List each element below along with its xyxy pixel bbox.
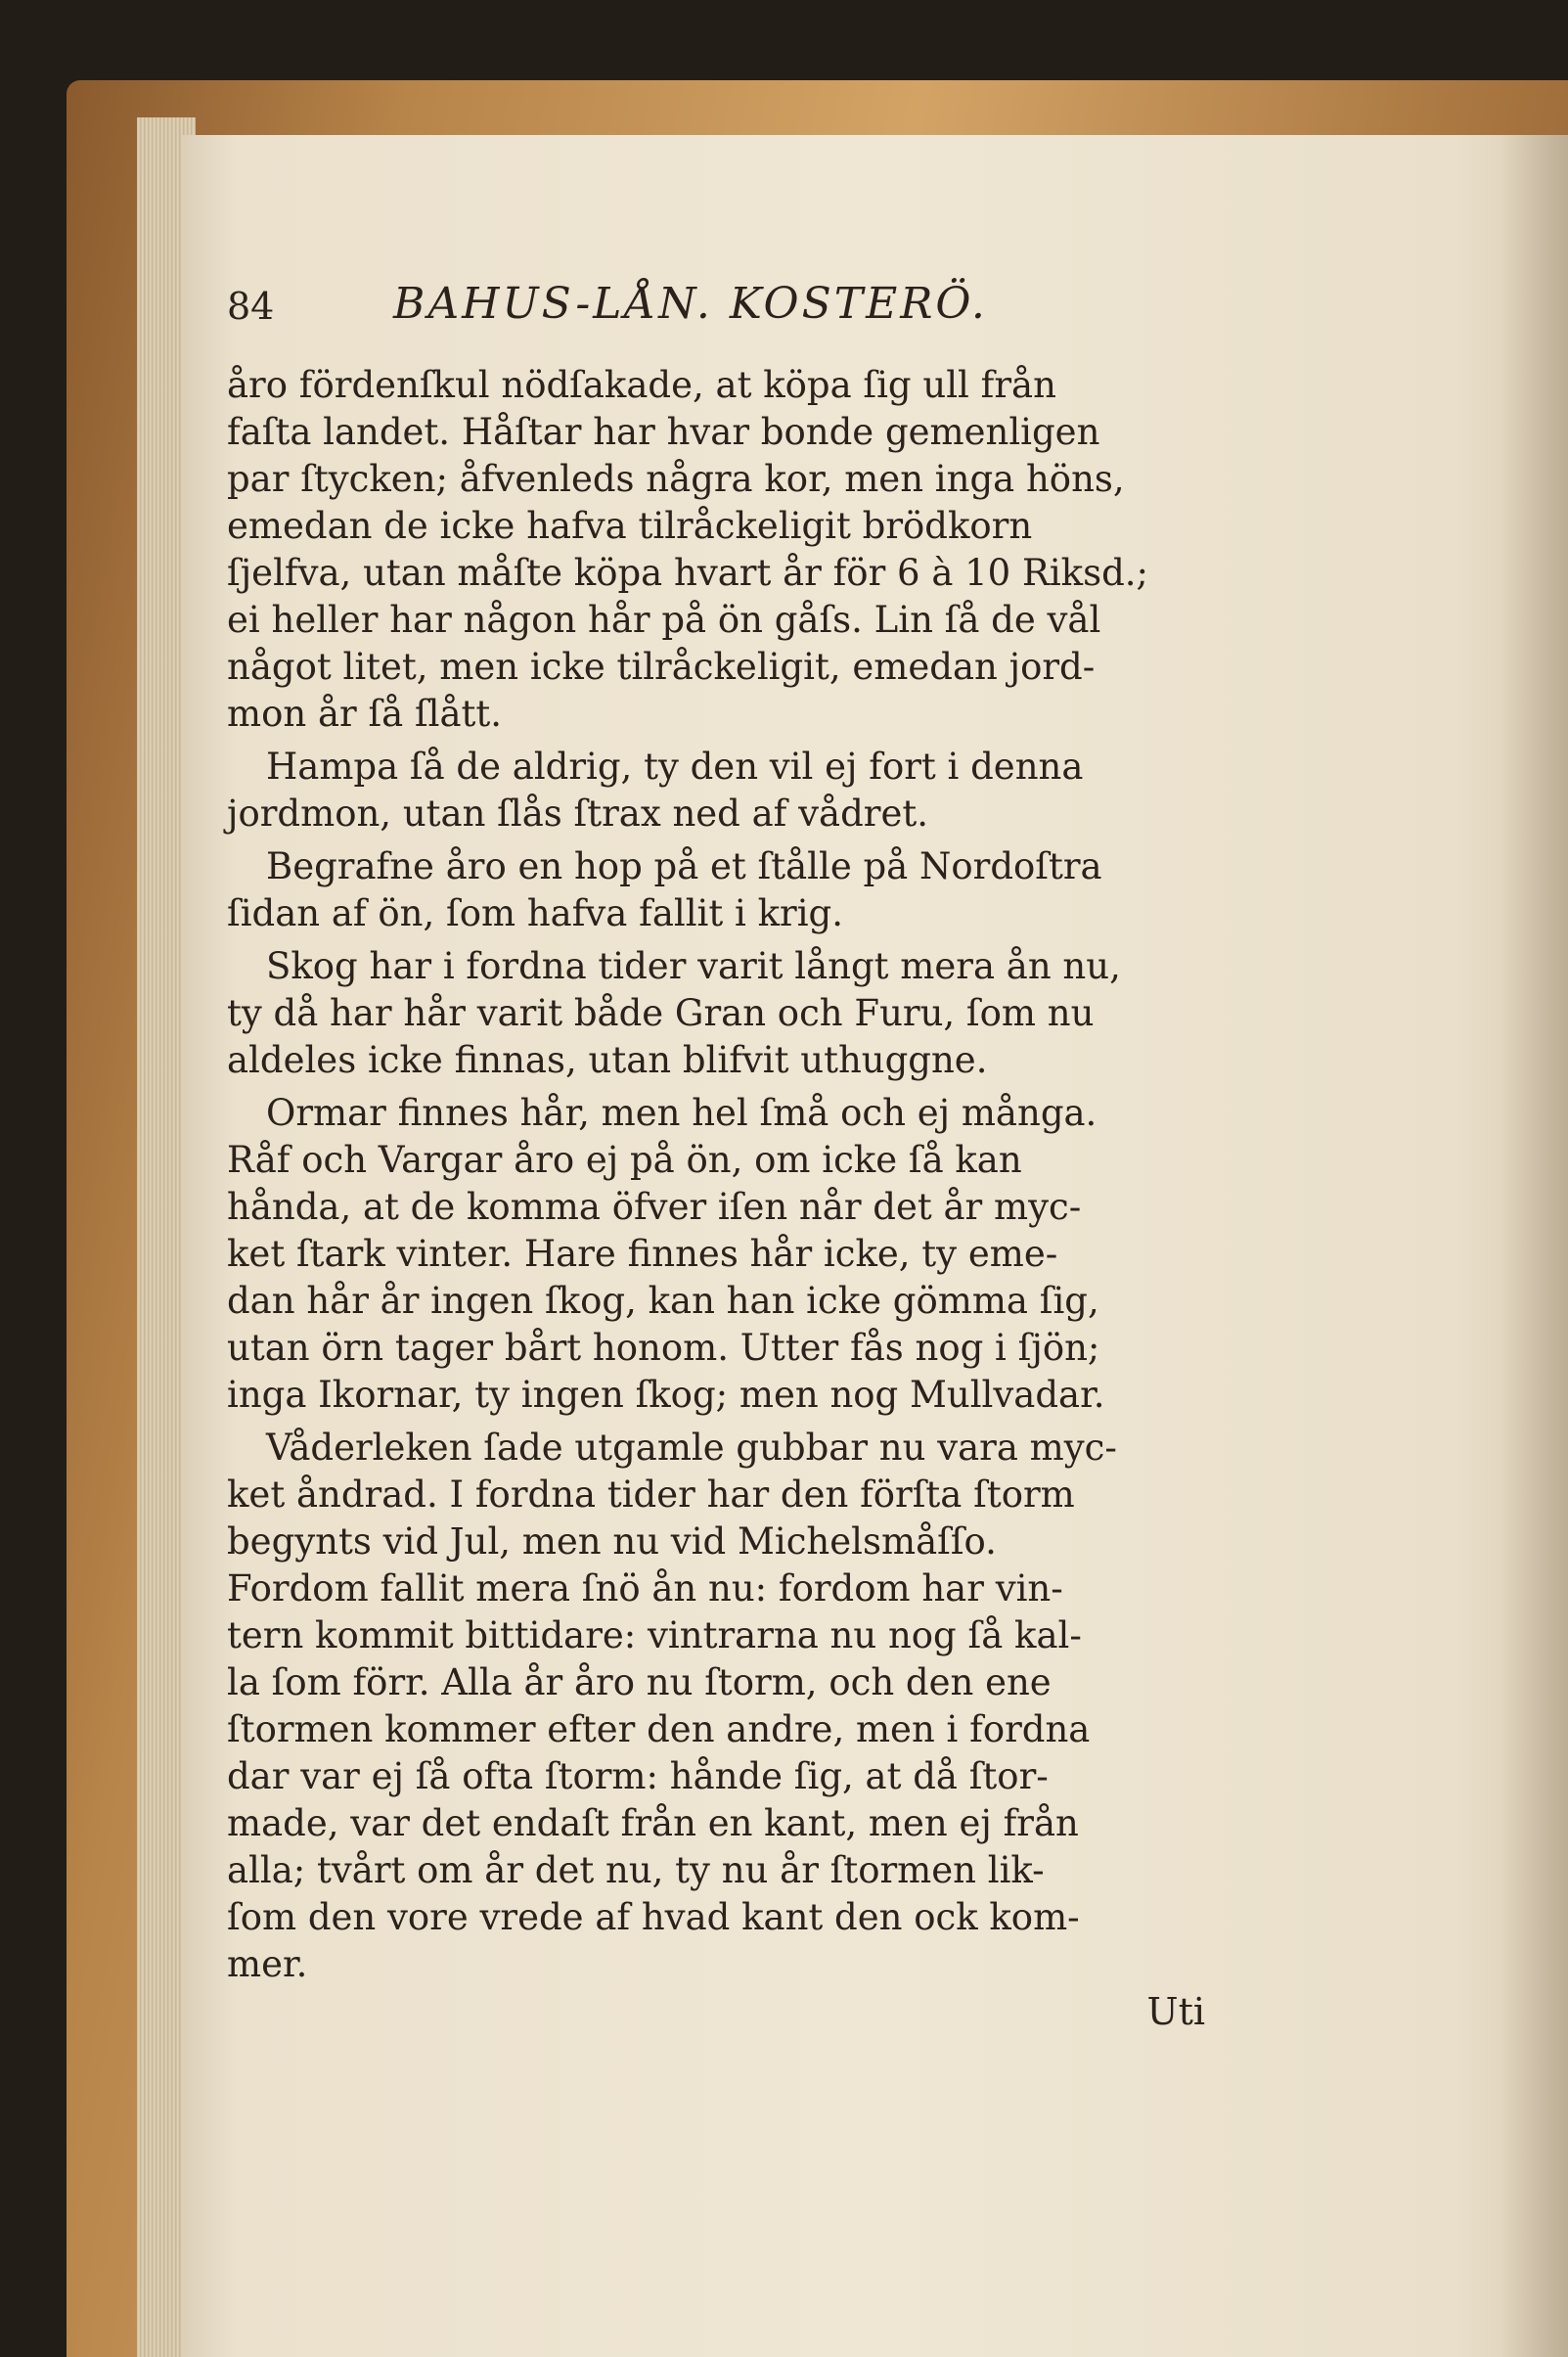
text-line: mer.: [227, 1943, 308, 1985]
text-line: par ſtycken; åfvenleds några kor, men inga höns,: [227, 458, 1125, 500]
text-line: Fordom fallit mera ſnö ån nu: fordom har vin-: [227, 1567, 1063, 1609]
text-line: Begrafne åro en hop på et ſtålle på Nordoſtra: [266, 845, 1102, 887]
text-line: begynts vid Jul, men nu vid Michelsmåſſo.: [227, 1520, 997, 1563]
text-line: ty då har hår varit både Gran och Furu, ſom nu: [227, 992, 1095, 1034]
text-line: ſtormen kommer efter den andre, men i fordna: [227, 1708, 1091, 1750]
text-line: made, var det endaſt från en kant, men ej från: [227, 1802, 1079, 1844]
text-line: hånda, at de komma öfver iſen når det år myc-: [227, 1186, 1082, 1228]
catchword: Uti: [1146, 1990, 1205, 2033]
page-number: 84: [227, 285, 275, 328]
text-line: ſom den vore vrede af hvad kant den ock kom-: [227, 1896, 1080, 1938]
text-line: Råf och Vargar åro ej på ön, om icke ſå kan: [227, 1139, 1022, 1181]
text-line: ſjelfva, utan måſte köpa hvart år för 6 à 10 Riksd.;: [227, 552, 1149, 594]
text-line: alla; tvårt om år det nu, ty nu år ſtormen lik-: [227, 1849, 1045, 1891]
gutter-shadow: [1500, 135, 1568, 2357]
text-line: Våderleken ſade utgamle gubbar nu vara myc-: [266, 1427, 1117, 1469]
text-line: faſta landet. Håſtar har hvar bonde gemenligen: [227, 411, 1100, 453]
text-line: utan örn tager bårt honom. Utter fås nog i ſjön;: [227, 1327, 1100, 1369]
text-line: emedan de icke hafva tilråckeligit brödkorn: [227, 505, 1033, 547]
text-line: aldeles icke finnas, utan blifvit uthuggne.: [227, 1039, 988, 1081]
text-line: la ſom förr. Alla år åro nu ſtorm, och den ene: [227, 1661, 1052, 1703]
text-line: inga Ikornar, ty ingen ſkog; men nog Mullvadar.: [227, 1374, 1105, 1416]
text-line: ei heller har någon hår på ön gåſs. Lin ſå de vål: [227, 599, 1101, 641]
text-line: tern kommit bittidare: vintrarna nu nog ſå kal-: [227, 1614, 1082, 1656]
text-line: ket åndrad. I fordna tider har den förſta ſtorm: [227, 1473, 1075, 1516]
text-line: Skog har i fordna tider varit långt mera ån nu,: [266, 945, 1121, 987]
text-line: jordmon, utan ſlås ſtrax ned af vådret.: [227, 793, 929, 835]
text-line: ket ſtark vinter. Hare finnes hår icke, ty eme-: [227, 1233, 1058, 1275]
text-line: ſidan af ön, ſom hafva fallit i krig.: [227, 892, 843, 934]
page-header: [227, 279, 1205, 338]
text-line: något litet, men icke tilråckeligit, emedan jord-: [227, 646, 1096, 688]
text-line: dan hår år ingen ſkog, kan han icke gömma ſig,: [227, 1280, 1099, 1322]
text-line: åro fördenſkul nödſakade, at köpa ſig ull från: [227, 364, 1056, 406]
running-head: BAHUS-LÅN. KOSTERÖ.: [393, 279, 988, 329]
text-line: mon år ſå ſlått.: [227, 693, 503, 735]
text-line: Ormar finnes hår, men hel ſmå och ej många.: [266, 1092, 1098, 1134]
text-line: dar var ej ſå ofta ſtorm: hånde ſig, at då ſtor-: [227, 1755, 1049, 1797]
text-line: Hampa ſå de aldrig, ty den vil ej fort i denna: [266, 746, 1084, 788]
